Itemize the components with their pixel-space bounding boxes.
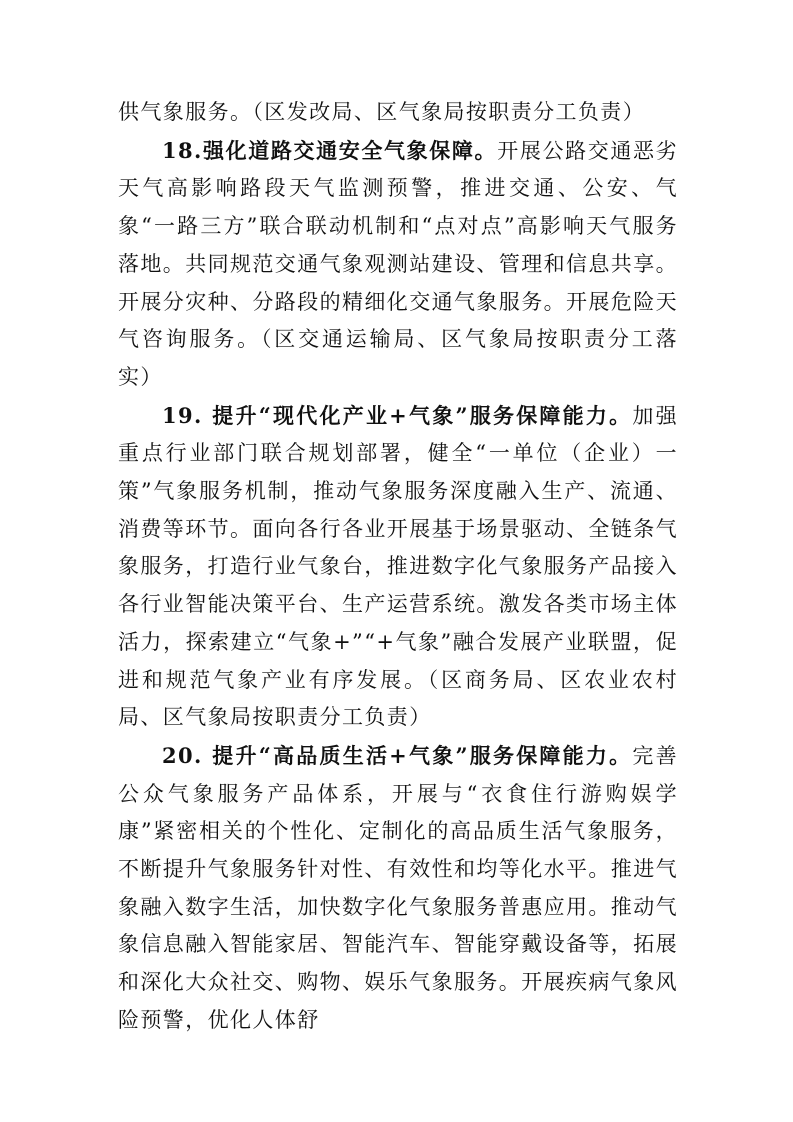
paragraph-body: 开展公路交通恶劣天气高影响路段天气监测预警，推进交通、公安、气象“一路三方”联合联动机制和“点对点”高影响天气服务落地。共同规范交通气象观测站建设、管理和信息共享。开展分灾种、分路段的精细化交通气象服务。开展危险天气咨询服务。（区交通运输局、区气象局按职责分工落实） <box>118 138 679 389</box>
paragraph-body: 供气象服务。（区发改局、区气象局按职责分工负责） <box>118 100 646 124</box>
paragraph-continuation <box>118 94 678 132</box>
document-page <box>118 94 678 1040</box>
paragraph-item-18 <box>118 132 678 397</box>
paragraph-item-19 <box>118 397 678 737</box>
paragraph-heading: 20. 提升“高品质生活+气象”服务保障能力。 <box>162 742 633 768</box>
paragraph-body: 完善公众气象服务产品体系，开展与“衣食住行游购娱学康”紧密相关的个性化、定制化的高品质生活气象服务，不断提升气象服务针对性、有效性和均等化水平。推进气象融入数字生活，加快数字化气象服务普惠应用。推动气象信息融入智能家居、智能汽车、智能穿戴设备等，拓展和深化大众社交、购物、娱乐气象服务。开展疾病气象风险预警，优化人体舒 <box>118 743 678 1032</box>
paragraph-body: 加强重点行业部门联合规划部署，健全“一单位（企业）一策”气象服务机制，推动气象服务深度融入生产、流通、消费等环节。面向各行各业开展基于场景驱动、全链条气象服务，打造行业气象台，推进数字化气象服务产品接入各行业智能决策平台、生产运营系统。激发各类市场主体活力，探索建立“气象+”“+气象”融合发展产业联盟，促进和规范气象产业有序发展。（区商务局、区农业农村局、区气象局按职责分工负责） <box>118 403 678 730</box>
paragraph-heading: 18.强化道路交通安全气象保障。 <box>162 137 498 163</box>
paragraph-item-20 <box>118 737 678 1040</box>
paragraph-heading: 19. 提升“现代化产业+气象”服务保障能力。 <box>162 402 633 428</box>
